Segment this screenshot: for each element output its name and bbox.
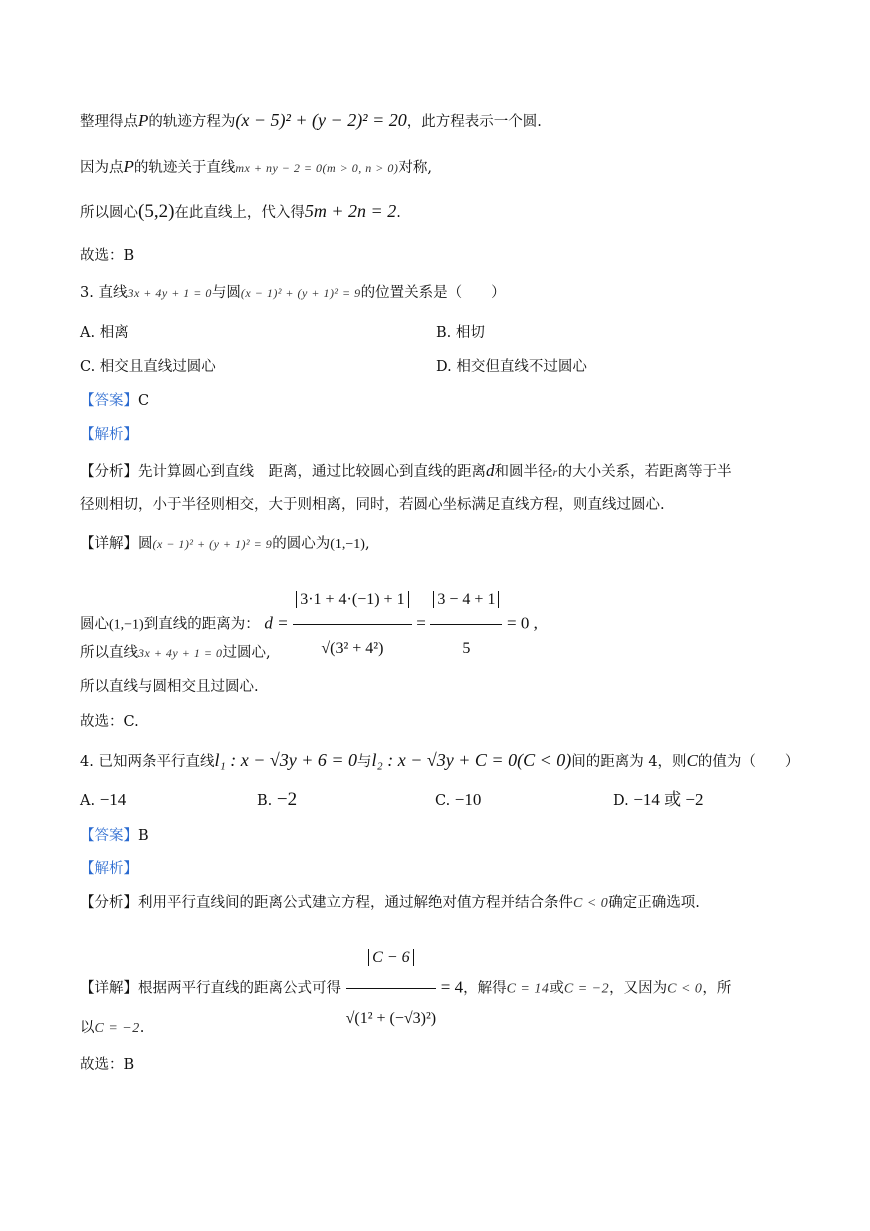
math-equation: 3x + 4y + 1 = 0	[127, 286, 212, 300]
math: C	[686, 751, 698, 770]
denominator: √(3² + 4²)	[321, 640, 384, 657]
abs-value: 3 − 4 + 1	[433, 591, 499, 608]
option-label: D.	[613, 793, 629, 809]
option-a: A. 相离	[80, 325, 129, 341]
text: 因为点	[80, 160, 124, 176]
math-point: (1,−1)	[109, 617, 144, 633]
text: ，此方程表示一个圆.	[406, 114, 542, 130]
text: ，解得	[463, 980, 507, 997]
xiangjie-tag: 【详解】	[80, 980, 138, 997]
answer-line: 故选：B	[80, 248, 135, 264]
question-4-stem	[80, 750, 799, 772]
text: 的轨迹关于直线	[133, 160, 236, 176]
option-b	[257, 790, 297, 811]
text: 确定正确选项.	[608, 895, 700, 911]
math-equation: l₁ : x − √3y + 6 = 0	[214, 750, 358, 770]
math-equation: mx + ny − 2 = 0(m > 0, n > 0)	[235, 161, 399, 175]
fraction	[430, 578, 502, 671]
math: r	[552, 465, 558, 479]
text: 所以直线	[80, 645, 138, 661]
option-value: −2	[276, 789, 298, 810]
math-point: (5,2)	[138, 201, 175, 222]
solution-line	[80, 201, 401, 223]
detail-line	[80, 643, 271, 663]
denominator: 5	[462, 640, 471, 657]
analysis-tag: 【解析】	[80, 861, 138, 877]
math-point: (1,−1)	[330, 537, 365, 552]
text: 的值为（ ）	[697, 754, 800, 770]
answer-value: C	[138, 393, 150, 409]
option-value: −10	[454, 790, 482, 809]
fraction	[346, 930, 437, 1047]
analysis-line: 径则相切，小于半径则相交，大于则相离，同时，若圆心坐标满足直线方程，则直线过圆心.	[80, 497, 665, 513]
text: 到直线的距离为：	[143, 616, 260, 633]
option-a	[80, 790, 126, 811]
fenxi-tag: 【分析】	[80, 464, 138, 480]
answer-tag: 【答案】	[80, 393, 138, 409]
math: C = −2	[94, 1021, 140, 1036]
math: = 0 ,	[507, 613, 538, 633]
answer-value: B	[138, 828, 149, 844]
option-d	[613, 790, 704, 811]
answer-line	[80, 391, 149, 411]
text: 对称,	[398, 160, 432, 176]
math-equation: (x − 5)² + (y − 2)² = 20	[235, 110, 407, 130]
abs-value: C − 6	[368, 949, 413, 966]
denominator: √(1² + (−√3)²)	[345, 1010, 437, 1027]
math-equation: (x − 1)² + (y + 1)² = 9	[240, 286, 361, 300]
math: = 4	[440, 977, 464, 997]
detail-line: 所以直线与圆相交且过圆心.	[80, 679, 259, 695]
text: ,	[364, 536, 370, 552]
answer-line: 故选：C.	[80, 714, 139, 730]
detail-line	[80, 1018, 144, 1039]
option-c: C. 相交且直线过圆心	[80, 359, 216, 375]
solution-line	[80, 110, 542, 132]
math: d	[486, 461, 495, 480]
text: 以	[80, 1020, 95, 1036]
text: 整理得点	[80, 114, 138, 130]
answer-tag: 【答案】	[80, 828, 138, 844]
option-value: −14	[99, 790, 127, 809]
text: 圆	[138, 536, 153, 552]
abs-value: 3·1 + 4·(−1) + 1	[296, 591, 408, 608]
fenxi-tag: 【分析】	[80, 895, 138, 911]
numerator	[430, 578, 502, 625]
text: 间的距离为 4，则	[571, 754, 687, 770]
text: 所以圆心	[80, 205, 138, 221]
math: P	[123, 157, 134, 176]
text: 根据两平行直线的距离公式可得	[138, 980, 341, 997]
solution-line	[80, 157, 432, 178]
option-d: D. 相交但直线不过圆心	[436, 359, 587, 375]
math: C < 0	[573, 896, 609, 911]
text: .	[396, 205, 401, 221]
math-equation: 3x + 4y + 1 = 0	[138, 646, 223, 660]
option-value: −14 或 −2	[633, 790, 704, 809]
analysis-tag: 【解析】	[80, 427, 138, 443]
math-equation: 5m + 2n = 2	[304, 201, 397, 221]
text: 利用平行直线间的距离公式建立方程，通过解绝对值方程并结合条件	[138, 895, 573, 911]
text: 在此直线上，代入得	[174, 205, 305, 221]
fraction	[293, 578, 411, 671]
math: C = 14	[506, 981, 550, 997]
option-label: A.	[80, 793, 96, 809]
xiangjie-tag: 【详解】	[80, 536, 138, 552]
text: 3. 直线	[80, 285, 128, 301]
math: C < 0	[667, 981, 703, 997]
text: 的圆心为	[272, 536, 331, 552]
text: 先计算圆心到直线 距离，通过比较圆心到直线的距离	[138, 464, 486, 480]
question-3-stem	[80, 283, 506, 303]
text: 和圆半径	[494, 464, 553, 480]
answer-line: 故选：B	[80, 1057, 135, 1073]
numerator	[293, 578, 411, 625]
math-equation: (x − 1)² + (y + 1)² = 9	[152, 537, 273, 551]
text: 的轨迹方程为	[148, 114, 236, 130]
text: 与	[357, 754, 372, 770]
text: 4. 已知两条平行直线	[80, 754, 215, 770]
math: P	[138, 111, 149, 130]
answer-line	[80, 826, 149, 846]
math: C = −2	[563, 981, 610, 997]
text: ，所	[702, 980, 732, 997]
text: 过圆心,	[222, 645, 271, 661]
analysis-line	[80, 893, 700, 914]
text: ，又因为	[609, 980, 668, 997]
option-c	[435, 790, 481, 811]
text: 或	[549, 980, 564, 997]
option-label: B.	[257, 793, 273, 809]
detail-line	[80, 534, 370, 555]
math-equation: l₂ : x − √3y + C = 0(C < 0)	[371, 750, 572, 770]
text: 与圆	[211, 285, 241, 301]
text: 的大小关系，若距离等于半	[557, 464, 732, 480]
option-b: B. 相切	[436, 325, 485, 341]
math: =	[416, 613, 426, 633]
text: 的位置关系是（ ）	[360, 285, 506, 301]
text: 圆心	[80, 616, 109, 633]
text: .	[139, 1020, 145, 1036]
analysis-line	[80, 461, 732, 482]
detail-line	[80, 930, 732, 1027]
numerator	[346, 930, 437, 989]
option-label: C.	[435, 793, 451, 809]
math: d =	[264, 613, 289, 633]
